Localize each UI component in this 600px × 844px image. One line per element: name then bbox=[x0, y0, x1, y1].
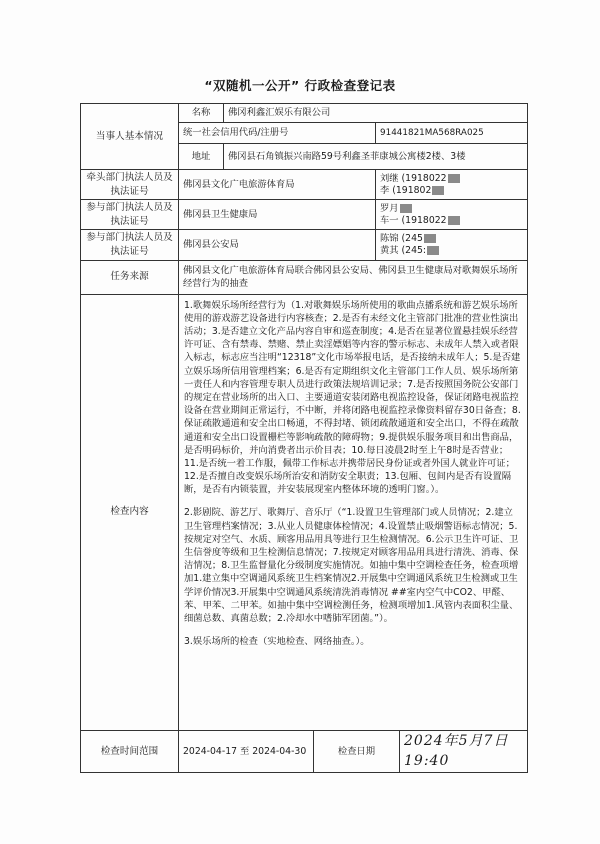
lead-dept-persons bbox=[376, 170, 528, 200]
form-title: “双随机一公开” 行政检查登记表 bbox=[204, 78, 396, 93]
inspection-para-1: 1.歌舞娱乐场所经营行为（1.对歌舞娱乐场所使用的歌曲点播系统和游艺娱乐场所使用的游戏游艺设备进行内容核查；2.是否有未经文化主管部门批准的营业性演出活动；3.是否建立文化产品内容自审和巡查制度；4.是否在显著位置悬挂娱乐经营许可证、含有禁毒、禁赌、禁止卖淫嫖娼等内容的警示标志、未成年人禁入或者限入标志，标志应当注明“12318”文化市场举报电话，是否接纳未成年人；5.是否建立娱乐场所信用管理档案；6.是否有定期组织文化主管部门工作人员、娱乐场所第一责任人和内容管理专职人员进行政策法规培训记录；7.是否按照国务院公安部门的规定在营业场所的出入口、主要通道安装闭路电视监控设备，保证闭路电视监控设备在营业期间正常运行，不中断，并将闭路电视监控录像资料留存30日备查；8.保证疏散通道和安全出口畅通，不得封堵、锁闭疏散通道和安全出口，不得在疏散通道和安全出口设置栅栏等影响疏散的障碍物；9.提供娱乐服务项目和出售商品，是否明码标价，并向消费者出示价目表；10.每日凌晨2时至上午8时是否营业；11.是否统一着工作服，佩带工作标志并携带居民身份证或者外国人就业许可证；12.是否擅自改变娱乐场所治安和消防安全职责；13.包厢、包间内是否有设置隔断，是否有内锁装置，并安装展现室内整体环境的透明门窗。）。 bbox=[184, 299, 521, 496]
table-row bbox=[81, 200, 528, 230]
credit-code-label: 统一社会信用代码/注册号 bbox=[179, 123, 376, 144]
inspection-content-label: 检查内容 bbox=[81, 294, 179, 730]
lead-person-2: 李 (191802 bbox=[380, 184, 432, 196]
inspection-para-2: 2.影剧院、游艺厅、歌舞厅、音乐厅（“1.设置卫生管理部门或人员情况；2.建立卫生管理档案情况；3.从业人员健康体检情况；4.设置禁止吸烟警语标志情况；5.按规定对空气、水质、顾客用品用具等进行卫生检测情况。6.公示卫生许可证、卫生信誉度等级和卫生检测信息情况；7.按规定对顾客用品用具进行清洗、消毒、保洁情况；8.卫生监督量化分级制度实施情况。如抽中集中空调检查任务，检查项增加1.建立集中空调通风系统卫生档案情况2.开展集中空调通风系统卫生检测或卫生学评价情况3.开展集中空调通风系统清洗消毒情况 ##室内空气中CO2、甲醛、苯、甲苯、二甲苯。如抽中集中空调检测任务，检测项增加1.风管内表面积尘量、细菌总数、真菌总数；2.冷却水中嗜肺军团菌。”）。 bbox=[184, 507, 519, 624]
name-value: 佛冈利鑫汇娱乐有限公司 bbox=[224, 104, 528, 123]
address-label: 地址 bbox=[179, 144, 224, 170]
credit-code-value: 91441821MA568RA025 bbox=[376, 123, 528, 144]
redaction-mark bbox=[427, 246, 439, 255]
redaction-mark bbox=[424, 234, 436, 243]
participating-dept2-persons bbox=[376, 230, 528, 260]
period-value: 2024-04-17 至 2024-04-30 bbox=[179, 730, 314, 773]
inspection-content bbox=[179, 294, 528, 730]
participating-dept2-name: 佛冈县公安局 bbox=[179, 230, 376, 260]
party-section-label: 当事人基本情况 bbox=[81, 104, 179, 170]
table-row bbox=[81, 170, 528, 200]
table-row bbox=[81, 294, 528, 730]
participating-person-1: 罗月 bbox=[380, 202, 399, 214]
lead-dept-label: 牵头部门执法人员及执法证号 bbox=[81, 170, 179, 200]
address-value: 佛冈县石角镇振兴南路59号利鑫圣菲康城公寓楼2楼、3楼 bbox=[224, 144, 528, 170]
participating-dept-persons bbox=[376, 200, 528, 230]
participating2-person-1: 陈锦 (245 bbox=[380, 233, 423, 245]
participating-person-2: 车一 (1918022 bbox=[380, 214, 447, 226]
redaction-mark bbox=[400, 204, 412, 213]
inspection-para-3: 3.娱乐场所的检查（实地检查、网络抽查。）。 bbox=[184, 636, 370, 648]
table-row bbox=[81, 230, 528, 260]
participating-dept2-label: 参与部门执法人员及执法证号 bbox=[81, 230, 179, 260]
inspection-date-label: 检查日期 bbox=[314, 730, 400, 773]
lead-person-1: 刘继 (1918022 bbox=[380, 172, 447, 184]
redaction-mark bbox=[448, 174, 460, 183]
inspection-date-handwritten: 2024年5月7日19:40 bbox=[400, 730, 528, 773]
task-source-value: 佛冈县文化广电旅游体育局联合佛冈县公安局、佛冈县卫生健康局对歌舞娱乐场所经营行为的抽查 bbox=[179, 260, 528, 294]
inspection-form-table bbox=[80, 103, 528, 773]
redaction-mark bbox=[432, 186, 444, 195]
lead-dept-name: 佛冈县文化广电旅游体育局 bbox=[179, 170, 376, 200]
participating2-person-2: 黄其 (245: bbox=[380, 245, 427, 257]
period-label: 检查时间范围 bbox=[81, 730, 179, 773]
task-source-label: 任务来源 bbox=[81, 260, 179, 294]
table-row bbox=[81, 104, 528, 123]
redaction-mark bbox=[448, 216, 460, 225]
name-label: 名称 bbox=[179, 104, 224, 123]
participating-dept-label: 参与部门执法人员及执法证号 bbox=[81, 200, 179, 230]
table-row bbox=[81, 730, 528, 773]
participating-dept-name: 佛冈县卫生健康局 bbox=[179, 200, 376, 230]
table-row bbox=[81, 260, 528, 294]
